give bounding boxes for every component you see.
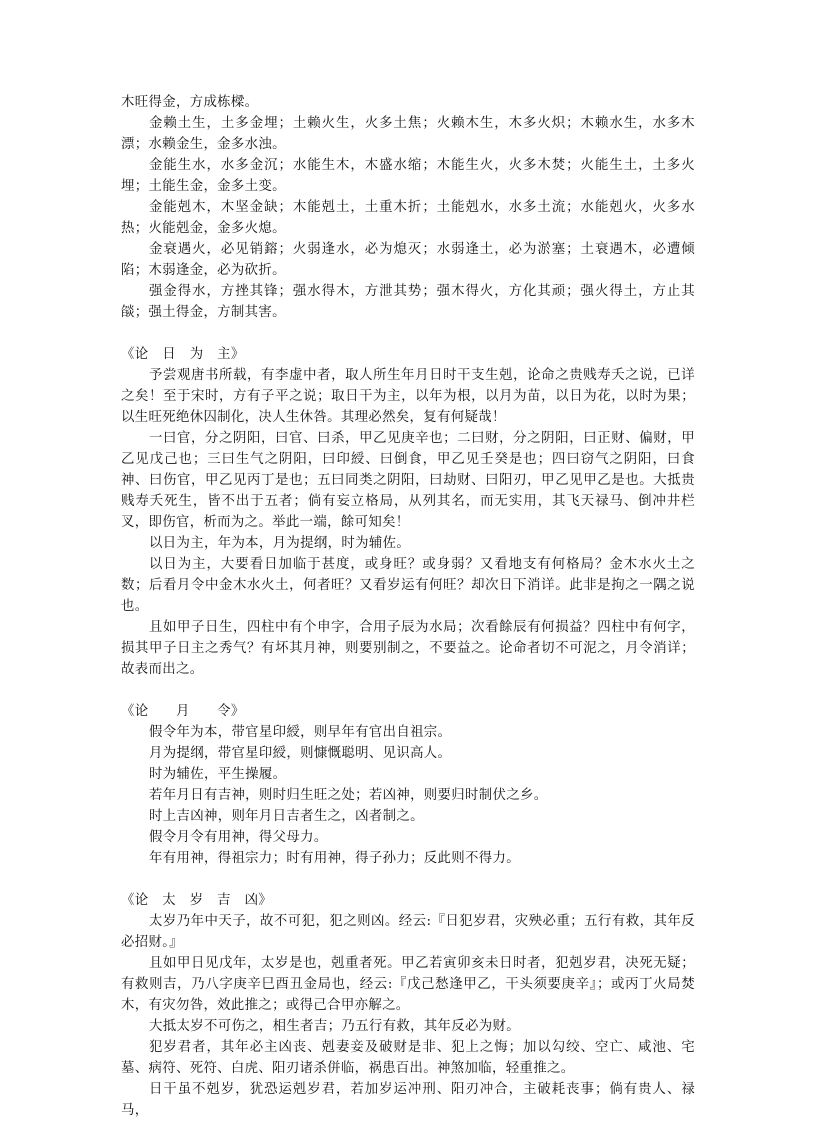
paragraph: 金赖土生，土多金埋；土赖火生，火多土焦；火赖木生，木多火炽；木赖水生，水多木漂；水赖金生，金多水浊。 (121, 116, 695, 152)
document-page (121, 92, 695, 1121)
paragraph-continuation: 木旺得金，方成栋樑。 (121, 95, 259, 110)
paragraph: 若年月日有吉神，则时归生旺之处；若凶神，则要归时制伏之乡。 (149, 788, 548, 803)
section-heading: 《论 太 岁 吉 凶》 (121, 893, 273, 908)
paragraph: 时上吉凶神，则年月日吉者生之，凶者制之。 (149, 809, 424, 824)
paragraph: 一曰官，分之阴阳，曰官、曰杀，甲乙见庚辛也；二曰财，分之阴阳，曰正财、偏财，甲乙见戊己也；三曰生气之阴阳，曰印綬、曰倒食，甲乙见壬癸是也；四曰窃气之阴阳，曰食神、曰伤官，甲乙见丙丁是也；五曰同类之阴阳，曰劫财、曰阳刃，甲乙见甲乙是也。大抵贵贱寿夭死生，皆不出于五者；倘有妄立格局，从列其名，而无实用，其飞天禄马、倒冲井栏叉，即伤官，析而为之。举此一端，餘可知矣！ (121, 431, 695, 530)
paragraph: 假令年为本，带官星印綬，则早年有官出自祖宗。 (149, 725, 452, 740)
paragraph: 强金得水，方挫其锋；强水得木，方泄其势；强木得火，方化其顽；强火得土，方止其燄；强土得金，方制其害。 (121, 284, 695, 320)
paragraph: 大抵太岁不可伤之，相生者吉；乃五行有救，其年反必为财。 (149, 1019, 520, 1034)
paragraph: 金衰遇火，必见销鎔；火弱逢水，必为熄灭；水弱逢土，必为淤塞；土衰遇木，必遭倾陷；木弱逢金，必为砍折。 (121, 242, 695, 278)
section-gap (121, 869, 695, 890)
paragraph: 假令月令有用神，得父母力。 (149, 830, 328, 845)
section-heading: 《论 日 为 主》 (121, 347, 245, 362)
section-gap (121, 323, 695, 344)
section-heading: 《论 月 令》 (121, 704, 245, 719)
paragraph: 且如甲子日生，四柱中有个申字，合用子辰为水局；次看餘辰有何损益？四柱中有何字，损其甲子日主之秀气？有坏其月神，则要别制之，不要益之。论命者切不可泥之，月令消详；故表而出之。 (121, 620, 695, 677)
paragraph: 金能剋木，木坚金缺；木能剋土，土重木折；土能剋水，水多土流；水能剋火，火多水热；火能剋金，金多火熄。 (121, 200, 695, 236)
section-month-command (121, 701, 695, 869)
paragraph: 犯岁君者，其年必主凶丧、剋妻妾及破财是非、犯上之悔；加以勾绞、空亡、咸池、宅墓、病符、死符、白虎、阳刃诸杀併临，祸患百出。神煞加临，轻重推之。 (121, 1040, 695, 1076)
paragraph: 时为辅佐，平生操履。 (149, 767, 287, 782)
paragraph: 予尝观唐书所载，有李虚中者，取人所生年月日时干支生剋，论命之贵贱寿夭之说，已详之矣！至于宋时，方有子平之说；取日干为主，以年为根，以月为苗，以日为花，以时为果；以生旺死绝休囚制化，决人生休咎。其理必然矣，复有何疑哉！ (121, 368, 695, 425)
paragraph: 以日为主，大要看日加临于甚度，或身旺？或身弱？又看地支有何格局？金木水火土之数；后看月令中金木水火土，何者旺？又看岁运有何旺？却次日下消详。此非是拘之一隅之说也。 (121, 557, 695, 614)
paragraph: 金能生水，水多金沉；水能生木，木盛水缩；木能生火，火多木焚；火能生土，土多火埋；土能生金，金多土变。 (121, 158, 695, 194)
section-elements-relations (121, 92, 695, 323)
section-gap (121, 680, 695, 701)
paragraph: 年有用神，得祖宗力；时有用神，得子孙力；反此则不得力。 (149, 851, 520, 866)
paragraph: 且如甲日见戊年，太岁是也，剋重者死。甲乙若寅卯亥未日时者，犯剋岁君，决死无疑；有救则吉，乃八字庚辛巳酉丑金局也，经云:『戊己愁逢甲乙，干头须要庚辛』；或丙丁火局焚木，有灾勿咎，效此推之；或得己合甲亦解之。 (121, 956, 695, 1013)
paragraph: 日干虽不剋岁，犹恐运剋岁君，若加岁运冲刑、阳刃冲合，主破耗丧事；倘有贵人、禄马， (121, 1082, 695, 1118)
section-day-master (121, 344, 695, 680)
section-tai-sui (121, 890, 695, 1121)
paragraph: 月为提纲，带官星印綬，则慷慨聪明、见识高人。 (149, 746, 452, 761)
paragraph: 太岁乃年中天子，故不可犯，犯之则凶。经云:『日犯岁君，灾殃必重；五行有救，其年反必招财。』 (121, 914, 695, 950)
paragraph: 以日为主，年为本，月为提纲，时为辅佐。 (149, 536, 411, 551)
